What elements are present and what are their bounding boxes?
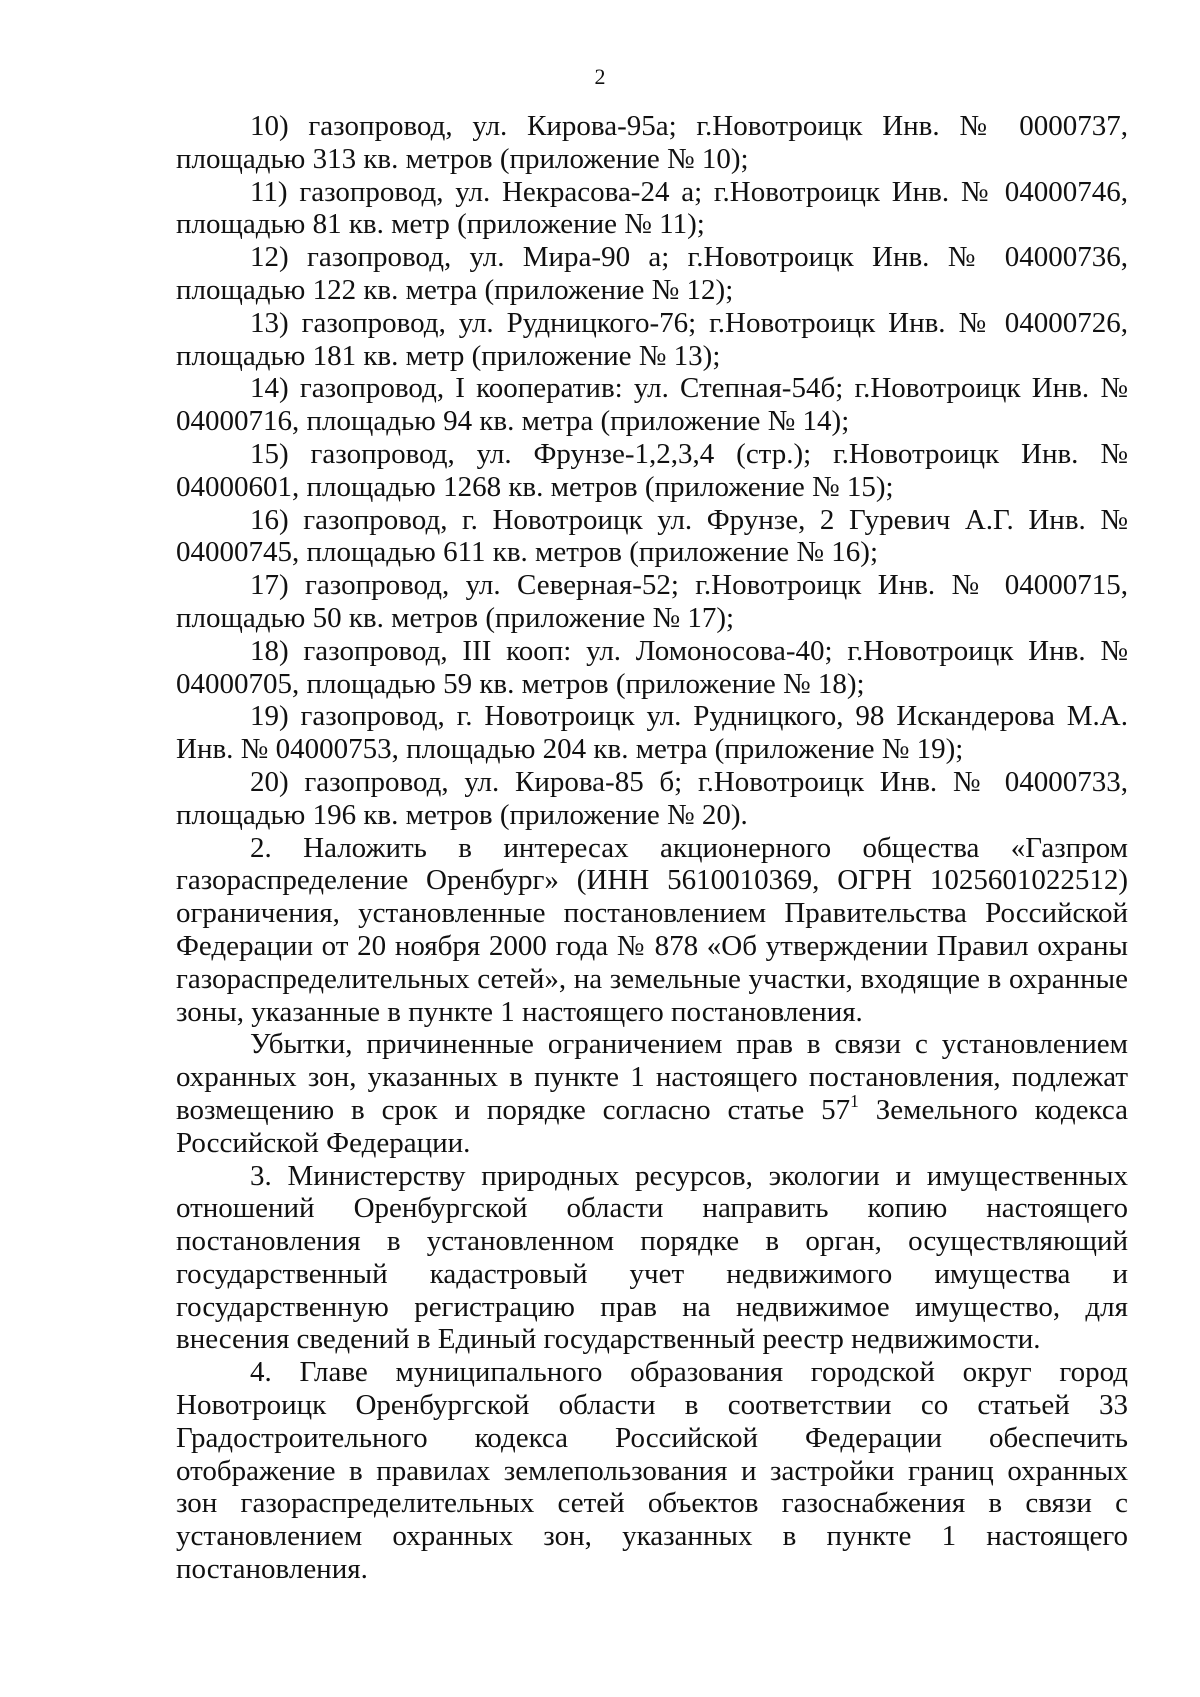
- list-item: 11) газопровод, ул. Некрасова-24 а; г.Новотроицк Инв. № 04000746, площадью 81 кв. метр (приложение № 11);: [176, 175, 1128, 241]
- paragraph-3: 3. Министерству природных ресурсов, экологии и имущественных отношений Оренбургской области направить копию настоящего постановления в установленном порядке в орган, осуществляющий государственный кадастровый учет недвижимого имущества и государственную регистрацию прав на недвижимое имущество, для внесения сведений в Единый государственный реестр недвижимости.: [176, 1159, 1128, 1356]
- page-number: 2: [594, 64, 606, 89]
- paragraph-losses-text: Убытки, причиненные ограничением прав в связи с установлением охранных зон, указанных в пункте 1 настоящего постановления, подлежат возмещению в срок и порядке согласно статье 57: [176, 1028, 1128, 1126]
- list-item: 14) газопровод, I кооператив: ул. Степная-54б; г.Новотроицк Инв. № 04000716, площадью 94 кв. метра (приложение № 14);: [176, 372, 1128, 438]
- document-body: [176, 110, 1128, 1586]
- list-item: 19) газопровод, г. Новотроицк ул. Рудницкого, 98 Искандерова М.А. Инв. № 04000753, площадью 204 кв. метра (приложение № 19);: [176, 700, 1128, 766]
- list-item: 15) газопровод, ул. Фрунзе-1,2,3,4 (стр.); г.Новотроицк Инв. № 04000601, площадью 1268 кв. метров (приложение № 15);: [176, 437, 1128, 503]
- list-item: 20) газопровод, ул. Кирова-85 б; г.Новотроицк Инв. № 04000733, площадью 196 кв. метров (приложение № 20).: [176, 765, 1128, 831]
- paragraph-losses-tail: Земельного кодекса Российской Федерации.: [176, 1093, 1128, 1159]
- article-superscript: 1: [850, 1090, 859, 1111]
- list-item: 10) газопровод, ул. Кирова-95а; г.Новотроицк Инв. № 0000737, площадью 313 кв. метров (приложение № 10);: [176, 110, 1128, 175]
- paragraph-2: 2. Наложить в интересах акционерного общества «Газпром газораспределение Оренбург» (ИНН 5610010369, ОГРН 1025601022512) ограничения, установленные постановлением Правительства Российской Федерации от 20 ноября 2000 года № 878 «Об утверждении Правил охраны газораспределительных сетей», на земельные участки, входящие в охранные зоны, указанные в пункте 1 настоящего постановления.: [176, 831, 1128, 1028]
- paragraph-losses: [176, 1028, 1128, 1159]
- list-item: 16) газопровод, г. Новотроицк ул. Фрунзе, 2 Гуревич А.Г. Инв. № 04000745, площадью 611 кв. метров (приложение № 16);: [176, 503, 1128, 569]
- list-item: 18) газопровод, III кооп: ул. Ломоносова-40; г.Новотроицк Инв. № 04000705, площадью 59 кв. метров (приложение № 18);: [176, 634, 1128, 700]
- list-item: 13) газопровод, ул. Рудницкого-76; г.Новотроицк Инв. № 04000726, площадью 181 кв. метр (приложение № 13);: [176, 306, 1128, 372]
- paragraph-4: 4. Главе муниципального образования городской округ город Новотроицк Оренбургской области в соответствии со статьей 33 Градостроительного кодекса Российской Федерации обеспечить отображение в правилах землепользования и застройки границ охранных зон газораспределительных сетей объектов газоснабжения в связи с установлением охранных зон, указанных в пункте 1 настоящего постановления.: [176, 1356, 1128, 1586]
- list-item: 12) газопровод, ул. Мира-90 а; г.Новотроицк Инв. № 04000736, площадью 122 кв. метра (приложение № 12);: [176, 241, 1128, 306]
- list-item: 17) газопровод, ул. Северная-52; г.Новотроицк Инв. № 04000715, площадью 50 кв. метров (приложение № 17);: [176, 569, 1128, 634]
